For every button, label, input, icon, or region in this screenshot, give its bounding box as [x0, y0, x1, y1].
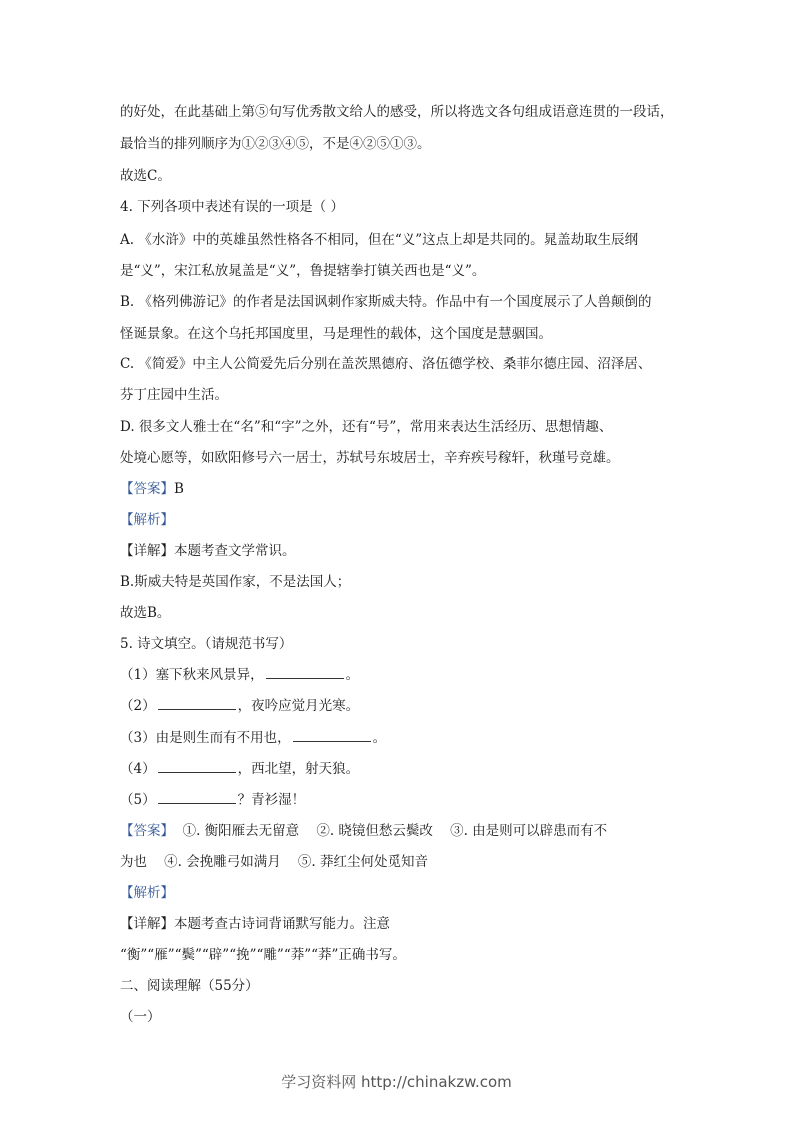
text-line: 故选C。: [120, 168, 171, 184]
fill-blank-2: [120, 697, 680, 715]
fill-blank-5: [120, 791, 680, 809]
option-d-line-2: 处境心愿等，如欧阳修号六一居士，苏轼号东坡居士，辛弃疾号稼轩，秋瑾号竞雄。: [120, 450, 620, 466]
fill-blank-1: [120, 666, 680, 684]
blank-suffix: 。: [345, 667, 360, 683]
answer-value: ①. 衡阳雁去无留意 ②. 晓镜但愁云鬓改 ③. 由是则可以辟患而有不: [174, 823, 608, 839]
footer-watermark: 学习资料网 http://chinakzw.com: [281, 1073, 512, 1091]
option-a-line-2: 是“义”，宋江私放晁盖是“义”，鲁提辖拳打镇关西也是“义”。: [120, 263, 486, 279]
option-c-line-1: C. 《简爱》中主人公简爱先后分别在盖茨黑德府、洛伍德学校、桑菲尔德庄园、沼泽居、: [120, 356, 652, 372]
subsection-heading: （一）: [120, 1009, 161, 1025]
blank-prefix: （5）: [120, 792, 156, 808]
blank-line: [158, 697, 236, 710]
text-line: B.斯威夫特是英国作家，不是法国人；: [120, 574, 351, 590]
blank-line: [266, 666, 344, 679]
option-b-line-1: B. 《格列佛游记》的作者是法国讽刺作家斯威夫特。作品中有一个国度展示了人兽颠倒的: [120, 294, 652, 310]
blank-suffix: 。: [372, 730, 387, 746]
blank-prefix: （4）: [120, 761, 156, 777]
option-a-line-1: A. 《水浒》中的英雄虽然性格各不相同，但在“义”这点上却是共同的。晁盖劫取生辰纲: [120, 232, 639, 248]
text-line: “衡”“雁”“鬓”“辟”“挽”“雕”“莽”“莽”正确书写。: [120, 947, 406, 963]
option-b-line-2: 怪诞景象。在这个乌托邦国度里，马是理性的载体，这个国度是慧骃国。: [120, 326, 552, 342]
answer-row: [120, 822, 680, 840]
blank-suffix: ，西北望，射天狼。: [237, 761, 360, 777]
answer-value: B: [174, 481, 184, 497]
question-4-stem: 4. 下列各项中表述有误的一项是（ ）: [120, 199, 344, 215]
fill-blank-4: [120, 760, 680, 778]
detail-line: 【详解】本题考查古诗词背诵默写能力。注意: [120, 916, 390, 932]
option-d-line-1: D. 很多文人雅士在“名”和“字”之外，还有“号”，常用来表达生活经历、思想情趣、: [120, 419, 613, 435]
answer-tag: 【答案】: [120, 481, 174, 497]
text-line: 最恰当的排列顺序为①②③④⑤，不是④②⑤①③。: [120, 136, 431, 152]
answer-tag: 【答案】: [120, 823, 174, 839]
blank-suffix: ？青衫湿！: [237, 792, 306, 808]
text-line: 的好处，在此基础上第⑤句写优秀散文给人的感受，所以将选文各句组成语意连贯的一段话，: [120, 104, 674, 120]
analysis-tag: 【解析】: [120, 512, 174, 528]
blank-line: [158, 791, 236, 804]
fill-blank-3: [120, 729, 680, 747]
blank-suffix: ，夜吟应觉月光寒。: [237, 698, 360, 714]
question-5-stem: 5. 诗文填空。（请规范书写）: [120, 636, 293, 652]
option-c-line-2: 芬丁庄园中生活。: [120, 387, 228, 403]
blank-prefix: （2）: [120, 698, 156, 714]
blank-prefix: （1）塞下秋来风景异，: [120, 667, 264, 683]
blank-prefix: （3）由是则生而有不用也，: [120, 730, 291, 746]
blank-line: [293, 729, 371, 742]
blank-line: [158, 760, 236, 773]
section-heading: 二、阅读理解（55分）: [120, 978, 259, 994]
analysis-tag: 【解析】: [120, 885, 174, 901]
answer-row: [120, 480, 680, 498]
answer-continued: 为也 ④. 会挽雕弓如满月 ⑤. 莽红尘何处觅知音: [120, 854, 428, 870]
detail-line: 【详解】本题考查文学常识。: [120, 543, 296, 559]
text-line: 故选B。: [120, 605, 171, 621]
